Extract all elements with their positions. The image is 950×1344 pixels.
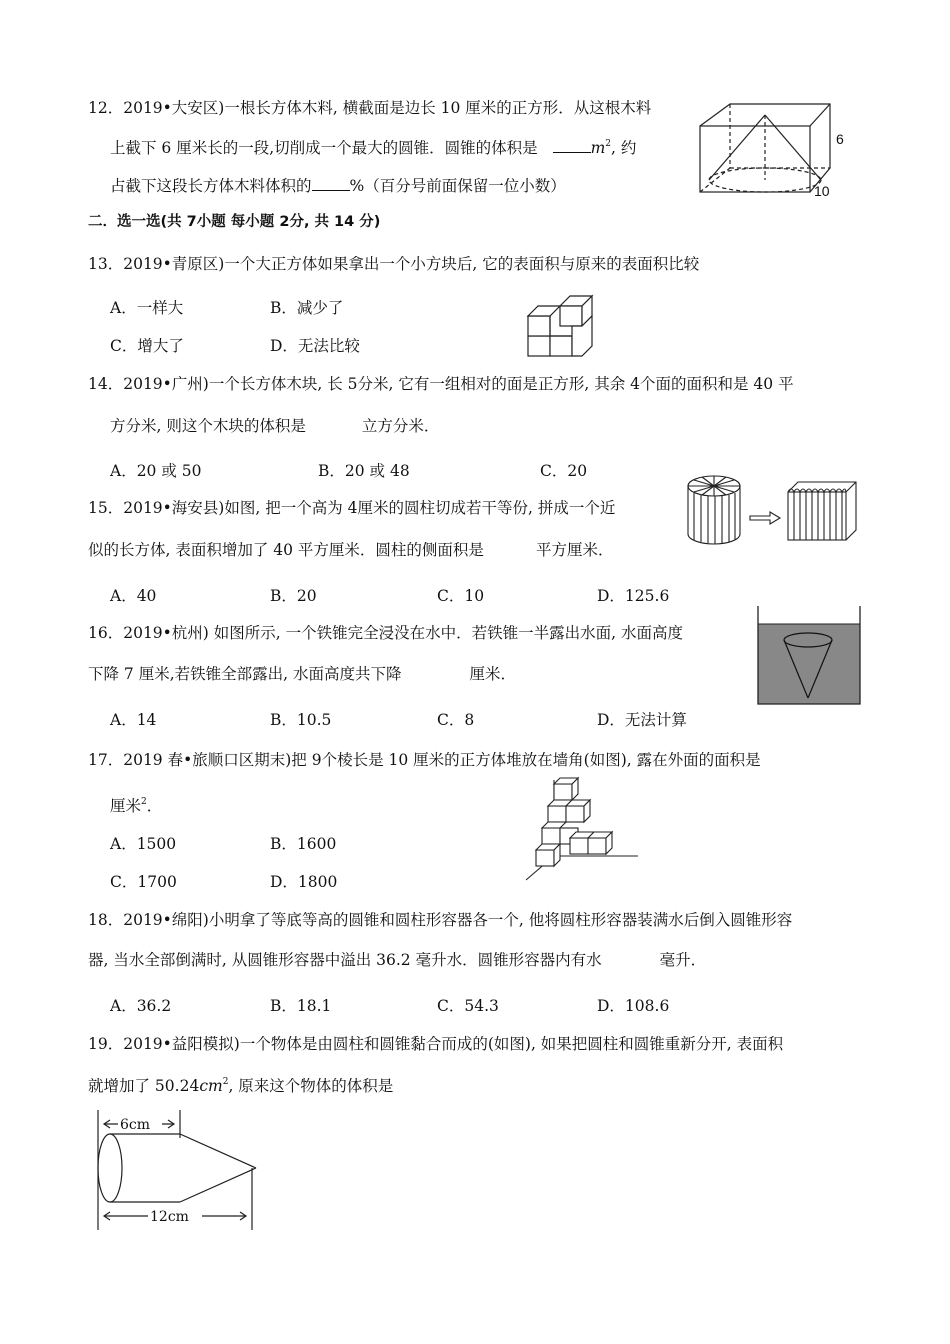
q12-cuboid-cone-figure — [694, 96, 854, 200]
q16-cone-in-water-figure — [754, 602, 864, 708]
q16-option-a[interactable]: A．14 — [110, 711, 157, 729]
q16-line2-end: 厘米． — [469, 665, 517, 683]
q17-option-d[interactable]: D．1800 — [270, 873, 338, 891]
q15-line2 — [88, 540, 613, 560]
q15-line2-end: 平方厘米． — [535, 541, 614, 559]
q17-stacked-cubes-figure — [522, 776, 642, 884]
q16-line2-text: 下降 7 厘米,若铁锥全部露出, 水面高度共下降 — [88, 665, 402, 683]
q17-option-c[interactable]: C．1700 — [110, 873, 177, 891]
q13-cube-figure — [524, 292, 604, 360]
q15-line2-text: 似的长方体, 表面积增加了 40 平方厘米．圆柱的侧面积是 — [88, 541, 484, 559]
section-2-title: 二．选一选(共 7小题 每小题 2分, 共 14 分) — [88, 214, 381, 230]
q14-option-c[interactable]: C．20 — [540, 462, 588, 480]
q14-option-b[interactable]: B．20 或 48 — [318, 462, 410, 480]
q12-blank-2[interactable] — [312, 176, 350, 191]
q18-option-b[interactable]: B．18.1 — [270, 997, 332, 1015]
q18-option-d[interactable]: D．108.6 — [597, 997, 670, 1015]
q13-stem: 13．2019•青原区)一个大正方体如果拿出一个小方块后, 它的表面积与原来的表面积比较 — [88, 255, 700, 273]
q13-option-d[interactable]: D．无法比较 — [270, 337, 360, 355]
q15-line1: 15．2019•海安县)如图, 把一个高为 4厘米的圆柱切成若干等份, 拼成一个近 — [88, 499, 616, 517]
q17-line2 — [110, 796, 162, 816]
q15-option-c[interactable]: C．10 — [437, 587, 485, 605]
q12-line2 — [110, 138, 636, 158]
q19-figure-label-12cm: 12cm — [150, 1209, 189, 1225]
q13-option-c[interactable]: C．增大了 — [110, 337, 184, 355]
q19-line2-end: , 原来这个物体的体积是 — [228, 1077, 394, 1095]
q18-line2 — [88, 950, 706, 970]
q16-option-b[interactable]: B．10.5 — [270, 711, 332, 729]
q18-option-c[interactable]: C．54.3 — [437, 997, 499, 1015]
q17-option-b[interactable]: B．1600 — [270, 835, 337, 853]
q12-line2-end: , 约 — [611, 139, 637, 157]
q15-option-d[interactable]: D．125.6 — [597, 587, 670, 605]
q16-line2 — [88, 664, 516, 684]
q12-line3 — [110, 176, 566, 196]
q14-line1: 14．2019•广州)一个长方体木块, 长 5分米, 它有一组相对的面是正方形, 其余 4个面的面积和是 40 平 — [88, 375, 794, 393]
q18-line2-text: 器, 当水全部倒满时, 从圆锥形容器中溢出 36.2 毫升水．圆锥形容器内有水 — [88, 951, 602, 969]
q19-cylinder-cone-figure — [88, 1108, 268, 1230]
q18-line2-end: 毫升． — [659, 951, 707, 969]
q16-option-d[interactable]: D．无法计算 — [597, 711, 687, 729]
q15-cylinder-to-cuboid-figure — [684, 472, 860, 548]
q19-unit-exp: 2 — [222, 1077, 229, 1087]
q17-unit: 厘米 — [110, 797, 142, 815]
q12-blank-1[interactable] — [553, 138, 591, 153]
q14-line2-end: 立方分米． — [361, 417, 440, 435]
q19-unit: cm — [199, 1077, 223, 1095]
q12-line3-text: 占截下这段长方体木料体积的 — [110, 177, 312, 195]
q12-figure-label-height: 6 — [836, 131, 844, 147]
q17-unit-exp: 2 — [141, 797, 147, 807]
q12-line1: 12．2019•大安区)一根长方体木料, 横截面是边长 10 厘米的正方形．从这根木料 — [88, 99, 652, 117]
q12-line3-end: %（百分号前面保留一位小数） — [349, 177, 566, 195]
q17-option-a[interactable]: A．1500 — [110, 835, 177, 853]
q12-line2-text: 上截下 6 厘米长的一段,切削成一个最大的圆锥．圆锥的体积是 — [110, 139, 538, 157]
q16-line1: 16．2019•杭州) 如图所示, 一个铁锥完全浸没在水中．若铁锥一半露出水面, 水面高度 — [88, 624, 683, 642]
q15-option-b[interactable]: B．20 — [270, 587, 317, 605]
q17-line1: 17．2019 春•旅顺口区期末)把 9个棱长是 10 厘米的正方体堆放在墙角(如图), 露在外面的面积是 — [88, 751, 761, 769]
q13-option-b[interactable]: B．减少了 — [270, 299, 344, 317]
q19-line1: 19．2019•益阳模拟)一个物体是由圆柱和圆锥黏合而成的(如图), 如果把圆柱和圆锥重新分开, 表面积 — [88, 1035, 784, 1053]
q19-line2-text: 就增加了 50.24 — [88, 1077, 200, 1095]
q18-option-a[interactable]: A．36.2 — [110, 997, 172, 1015]
q12-unit: m — [590, 139, 606, 157]
q16-option-c[interactable]: C．8 — [437, 711, 475, 729]
q18-line1: 18．2019•绵阳)小明拿了等底等高的圆锥和圆柱形容器各一个, 他将圆柱形容器装满水后倒入圆锥形容 — [88, 911, 793, 929]
q14-option-a[interactable]: A．20 或 50 — [110, 462, 202, 480]
q19-line2 — [88, 1076, 393, 1096]
q17-line2-end: ． — [146, 797, 163, 815]
q19-figure-label-6cm: 6cm — [120, 1117, 151, 1133]
q14-line2-text: 方分米, 则这个木块的体积是 — [110, 417, 306, 435]
q15-option-a[interactable]: A．40 — [110, 587, 157, 605]
q12-figure-label-width: 10 — [814, 183, 830, 199]
q12-unit-exp: 2 — [605, 139, 612, 149]
q13-option-a[interactable]: A．一样大 — [110, 299, 184, 317]
q14-line2 — [110, 416, 439, 436]
